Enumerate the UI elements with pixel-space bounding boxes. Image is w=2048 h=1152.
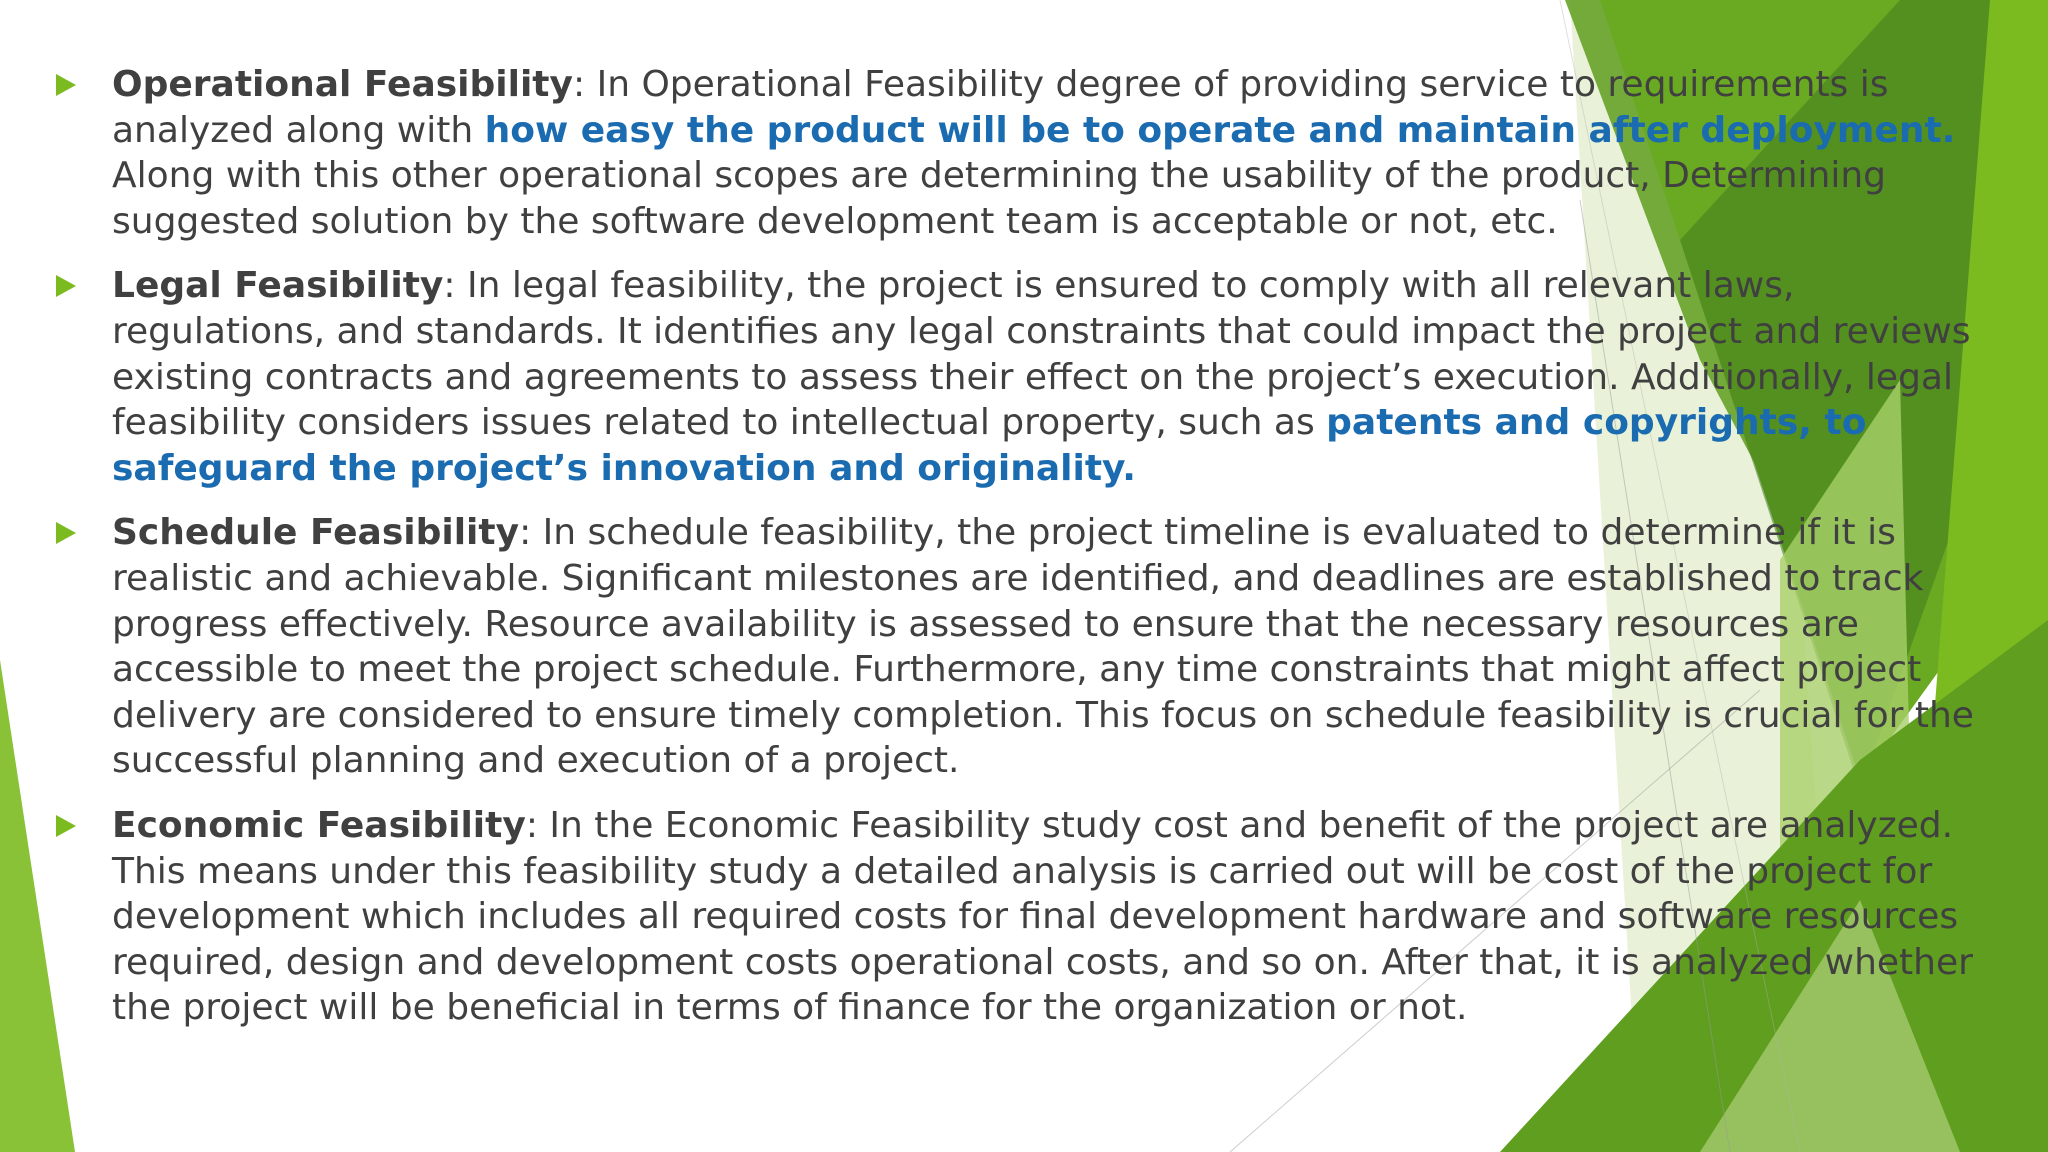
bullet-term: Economic Feasibility xyxy=(112,804,526,846)
bullet-item xyxy=(56,263,2006,491)
body-text: : In schedule feasibility, the project timeline is evaluated to determine if it is realistic and achievable. Significant milestones are identified, and deadlines are established to track progress effectively. Resource availability is assessed to ensure that the necessary resources are accessible to meet the project schedule. Furthermore, any time constraints that might affect project delivery are considered to ensure timely completion. This focus on schedule feasibility is crucial for the successful planning and execution of a project. xyxy=(112,512,1974,782)
bullet-term: Legal Feasibility xyxy=(112,265,444,307)
bullet-item xyxy=(56,62,2006,244)
bullet-item xyxy=(56,803,2006,1031)
body-text: : In legal feasibility, the project is ensured to comply with all relevant laws, regulations, and standards. It identifies any legal constraints that could impact the project and reviews existing contracts and agreements to assess their effect on the project’s execution. Additionally, legal feasibility considers issues related to intellectual property, such as xyxy=(112,265,1971,444)
triangle-bullet-icon xyxy=(56,74,76,96)
bullet-term: Operational Feasibility xyxy=(112,64,573,105)
triangle-bullet-icon xyxy=(56,815,76,837)
triangle-bullet-icon xyxy=(56,522,76,544)
bullet-item xyxy=(56,510,2006,784)
body-text: Along with this other operational scopes are determining the usability of the product, Determining suggested solution by the software development team is acceptable or not, etc. xyxy=(112,155,1887,242)
triangle-bullet-icon xyxy=(56,275,76,297)
bullet-list xyxy=(56,62,2006,1050)
body-text: : In the Economic Feasibility study cost and benefit of the project are analyzed. This means under this feasibility study a detailed analysis is carried out will be cost of the project for development which includes all required costs for final development hardware and software resources required, design and development costs operational costs, and so on. After that, it is analyzed whether the project will be beneficial in terms of finance for the organization or not. xyxy=(112,804,1973,1029)
highlighted-text: patents and copyrights, to safeguard the project’s innovation and originality. xyxy=(112,402,1867,489)
body-text: : In Operational Feasibility degree of providing service to requirements is analyzed along with xyxy=(112,64,1889,151)
bullet-term: Schedule Feasibility xyxy=(112,512,520,554)
highlighted-text: how easy the product will be to operate and maintain after deployment. xyxy=(484,109,1956,151)
